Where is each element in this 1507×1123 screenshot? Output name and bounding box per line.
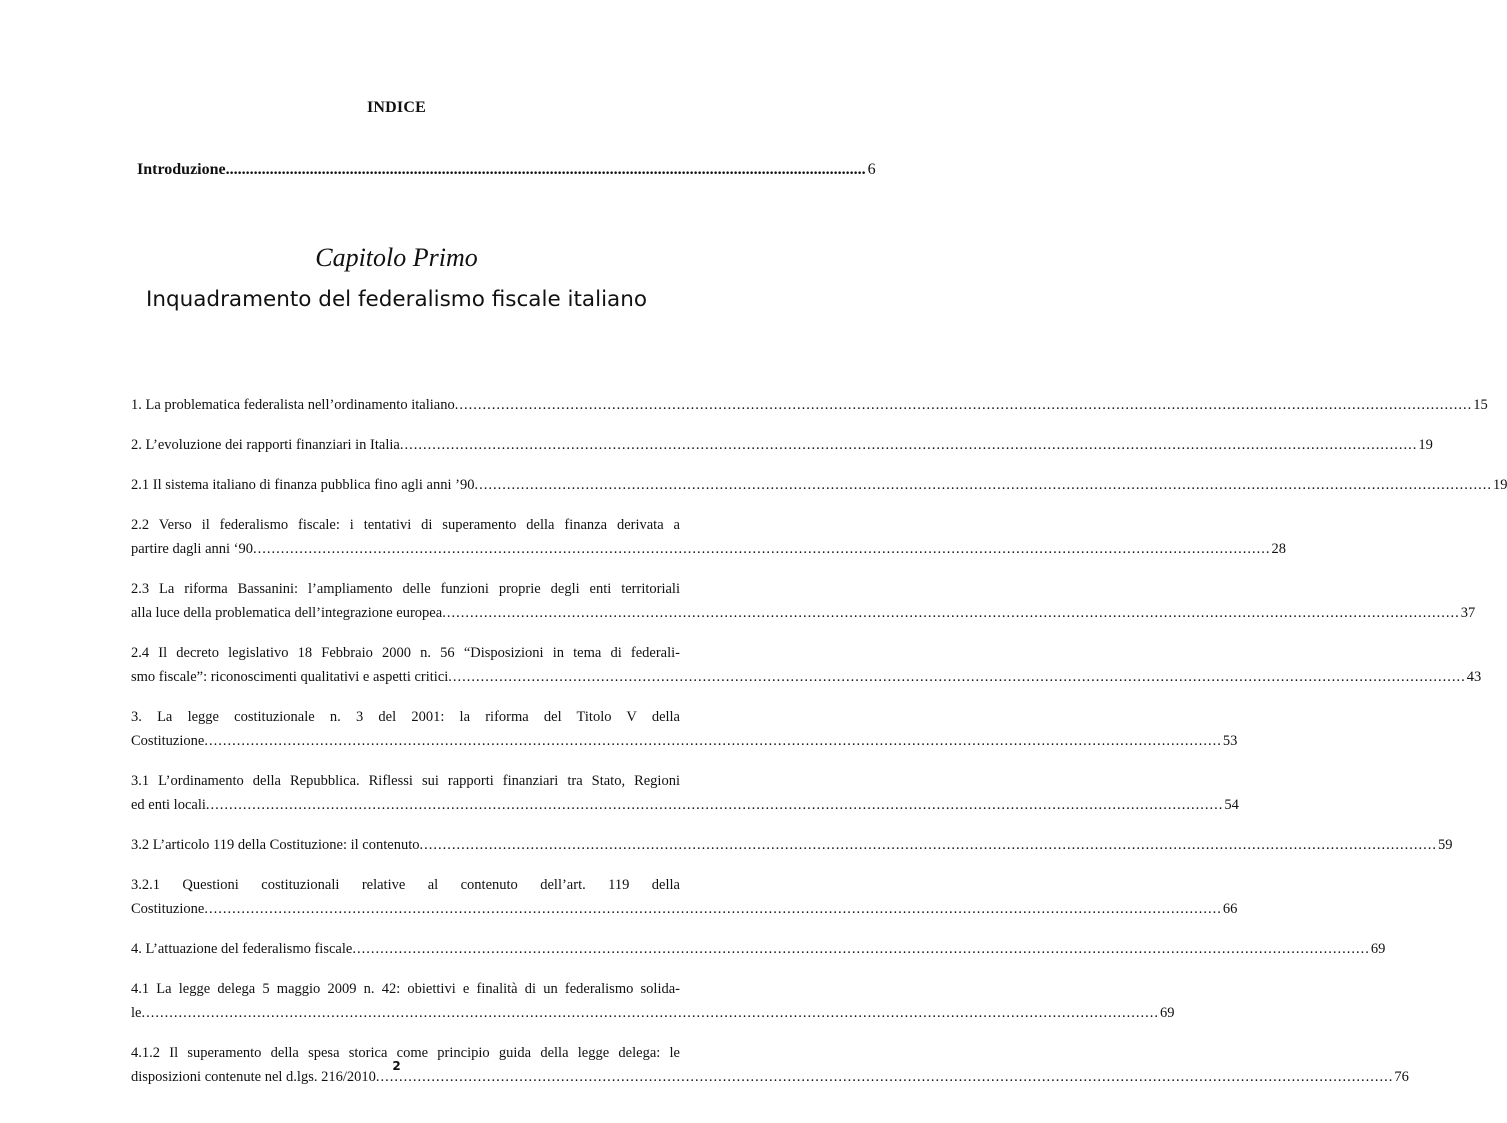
toc-entry-line (131, 937, 1386, 961)
toc-entry-line (131, 473, 1507, 497)
dot-leader: ............................................................................................................................................................................................................................ (474, 477, 1492, 493)
toc-entry-text: 3.2 L’articolo 119 della Costituzione: il contenuto (131, 837, 420, 853)
toc-entry-line (131, 601, 1476, 625)
toc-entry[interactable] (131, 473, 1507, 497)
toc-entry-text: 4. L’attuazione del federalismo fiscale (131, 941, 353, 957)
toc-entry-line (131, 537, 1286, 561)
toc-entry[interactable] (131, 937, 1386, 961)
dot-leader: ............................................................................................................................................................................................................................ (454, 397, 1473, 413)
toc-entry-page: 59 (1437, 837, 1453, 853)
toc-entry-line (131, 729, 1238, 753)
toc-entry-line (131, 433, 1433, 457)
toc-entry-text: 4.1.2 Il superamento della spesa storica come principio guida della legge delega: le (131, 1045, 680, 1061)
toc-entry[interactable] (131, 393, 1488, 417)
toc-entry-page: 69 (1370, 941, 1386, 957)
page-number: 2 (392, 1059, 401, 1073)
toc-entry[interactable] (131, 769, 1239, 817)
toc-entry-page: 6 (867, 161, 876, 178)
toc-entry[interactable] (131, 833, 1453, 857)
toc-entry[interactable] (131, 977, 1175, 1025)
dot-leader: ............................................................................................................................................................................................................................ (375, 1069, 1394, 1085)
toc-entry-text: disposizioni contenute nel d.lgs. 216/2010 (131, 1069, 376, 1085)
toc-entry-line (131, 393, 1488, 417)
toc-entry-page: 15 (1473, 397, 1488, 413)
toc-entry-text: 1. La problematica federalista nell’ordinamento italiano (131, 397, 455, 413)
toc-entry-line (131, 1001, 1175, 1025)
toc-entry-text: alla luce della problematica dell’integrazione europea (131, 605, 443, 621)
toc-entry-page: 76 (1394, 1069, 1409, 1085)
toc-entry-text: 4.1 La legge delega 5 maggio 2009 n. 42: obiettivi e finalità di un federalismo solida- (131, 981, 680, 997)
dot-leader: ................................................................................................................................................................ (225, 161, 866, 178)
toc-entry-page: 53 (1222, 733, 1238, 749)
toc-entry-text: partire dagli anni ‘90 (131, 541, 253, 557)
toc-entry-text: Costituzione (131, 901, 205, 917)
toc-entry-introduction[interactable] (137, 160, 876, 180)
toc-entry-text: ed enti locali (131, 797, 206, 813)
toc-entry-text: 2. L’evoluzione dei rapporti finanziari in Italia (131, 437, 400, 453)
toc-entry-text: le (131, 1005, 142, 1021)
toc-entry-text: 2.2 Verso il federalismo fiscale: i tentativi di superamento della finanza derivata a (131, 517, 680, 533)
toc-entry-page: 69 (1159, 1005, 1175, 1021)
table-of-contents (131, 393, 1507, 1105)
toc-entry-line (131, 793, 1239, 817)
toc-entry-text: 2.3 La riforma Bassanini: l’ampliamento delle funzioni proprie degli enti territoriali (131, 581, 680, 597)
toc-entry[interactable] (131, 577, 1476, 625)
toc-entry[interactable] (131, 513, 1286, 561)
toc-entry-text: 2.1 Il sistema italiano di finanza pubblica fino agli anni ’90 (131, 477, 475, 493)
dot-leader: ............................................................................................................................................................................................................................ (205, 797, 1224, 813)
toc-entry-text: 3.1 L’ordinamento della Repubblica. Riflessi sui rapporti finanziari tra Stato, Regioni (131, 773, 680, 789)
toc-entry-label: Introduzione (137, 161, 226, 178)
toc-entry-page: 28 (1271, 541, 1286, 557)
dot-leader: ............................................................................................................................................................................................................................ (141, 1005, 1159, 1021)
toc-entry-page: 19 (1418, 437, 1433, 453)
toc-entry[interactable] (131, 433, 1433, 457)
toc-entry-line (131, 897, 1238, 921)
toc-entry-page: 37 (1460, 605, 1476, 621)
dot-leader: ............................................................................................................................................................................................................................ (442, 605, 1460, 621)
toc-entry-page: 66 (1222, 901, 1238, 917)
toc-entry-text: 3.2.1 Questioni costituzionali relative al contenuto dell’art. 119 della (131, 877, 680, 893)
dot-leader: ............................................................................................................................................................................................................................ (204, 901, 1222, 917)
toc-entry-line (131, 665, 1482, 689)
dot-leader: ............................................................................................................................................................................................................................ (419, 837, 1437, 853)
dot-leader: ............................................................................................................................................................................................................................ (399, 437, 1418, 453)
toc-entry[interactable] (131, 873, 1238, 921)
chapter-subtitle: Inquadramento del federalismo fiscale italiano (146, 287, 647, 312)
index-heading: INDICE (367, 99, 426, 116)
toc-entry-page: 54 (1224, 797, 1239, 813)
toc-entry[interactable] (131, 641, 1482, 689)
toc-entry-line (131, 833, 1453, 857)
toc-entry-text: Costituzione (131, 733, 205, 749)
toc-entry-page: 19 (1492, 477, 1507, 493)
chapter-title: Capitolo Primo (315, 243, 478, 272)
dot-leader: ............................................................................................................................................................................................................................ (253, 541, 1271, 557)
toc-entry-text: 2.4 Il decreto legislativo 18 Febbraio 2000 n. 56 “Disposizioni in tema di federali- (131, 645, 680, 661)
dot-leader: ............................................................................................................................................................................................................................ (448, 669, 1466, 685)
toc-entry-text: smo fiscale”: riconoscimenti qualitativi e aspetti critici (131, 669, 449, 685)
toc-entry[interactable] (131, 705, 1238, 753)
toc-entry-text: 3. La legge costituzionale n. 3 del 2001: la riforma del Titolo V della (131, 709, 680, 725)
dot-leader: ............................................................................................................................................................................................................................ (352, 941, 1370, 957)
dot-leader: ............................................................................................................................................................................................................................ (204, 733, 1222, 749)
toc-entry-page: 43 (1466, 669, 1482, 685)
